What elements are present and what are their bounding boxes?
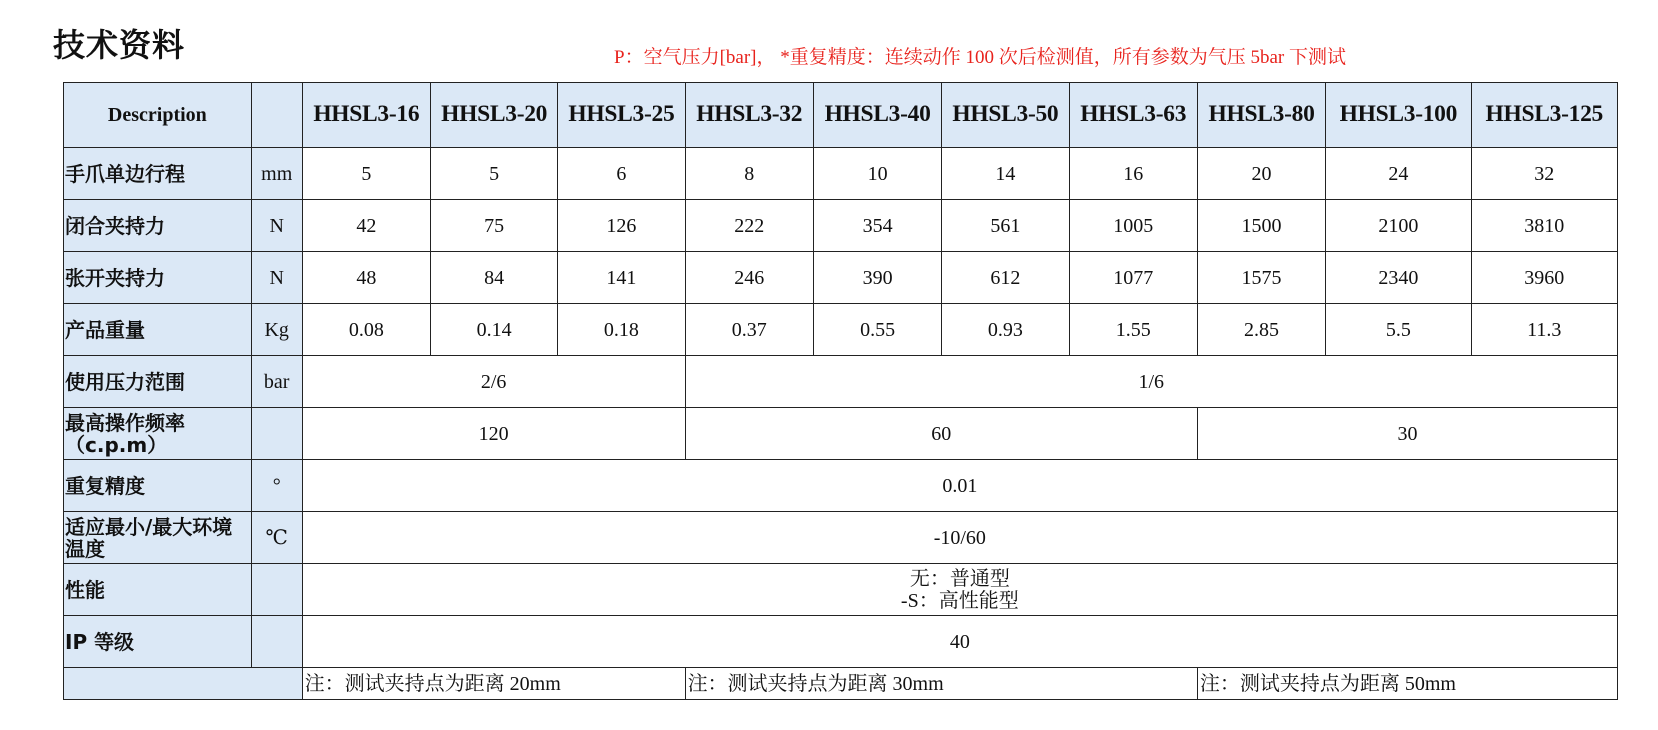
table-cell: 48 bbox=[302, 252, 430, 304]
table-row-repeatability bbox=[64, 460, 1618, 512]
table-cell: 120 bbox=[302, 408, 685, 460]
performance-line: -S：高性能型 bbox=[900, 589, 1019, 612]
table-row-pressure-range bbox=[64, 356, 1618, 408]
table-cell: 354 bbox=[813, 200, 941, 252]
table-cell: 2/6 bbox=[302, 356, 685, 408]
table-cell: 16 bbox=[1069, 148, 1197, 200]
row-unit bbox=[251, 408, 302, 460]
table-cell: 0.01 bbox=[302, 460, 1617, 512]
table-cell: 2.85 bbox=[1197, 304, 1325, 356]
row-label: 闭合夹持力 bbox=[64, 200, 252, 252]
row-unit: N bbox=[251, 200, 302, 252]
table-cell: 0.08 bbox=[302, 304, 430, 356]
model-header: HHSL3-63 bbox=[1069, 83, 1197, 148]
row-label: 重复精度 bbox=[64, 460, 252, 512]
table-cell: 75 bbox=[431, 200, 558, 252]
table-cell: 1500 bbox=[1197, 200, 1325, 252]
table-cell: 1077 bbox=[1069, 252, 1197, 304]
table-cell bbox=[302, 564, 1617, 616]
table-cell: 40 bbox=[302, 616, 1617, 668]
table-cell: 24 bbox=[1326, 148, 1471, 200]
table-cell: 8 bbox=[685, 148, 813, 200]
note-cell: 注：测试夹持点为距离 30mm bbox=[685, 668, 1197, 700]
model-header: HHSL3-125 bbox=[1471, 83, 1617, 148]
model-header: HHSL3-32 bbox=[685, 83, 813, 148]
note-cell: 注：测试夹持点为距离 50mm bbox=[1197, 668, 1617, 700]
row-unit bbox=[251, 616, 302, 668]
model-header: HHSL3-40 bbox=[813, 83, 941, 148]
table-cell: 30 bbox=[1197, 408, 1617, 460]
table-cell: 42 bbox=[302, 200, 430, 252]
description-header: Description bbox=[64, 83, 252, 148]
table-cell: 60 bbox=[685, 408, 1197, 460]
table-cell: 32 bbox=[1471, 148, 1617, 200]
table-cell: 1575 bbox=[1197, 252, 1325, 304]
table-row-stroke bbox=[64, 148, 1618, 200]
model-header: HHSL3-100 bbox=[1326, 83, 1471, 148]
model-header: HHSL3-80 bbox=[1197, 83, 1325, 148]
table-cell: 246 bbox=[685, 252, 813, 304]
row-unit: N bbox=[251, 252, 302, 304]
row-unit bbox=[251, 564, 302, 616]
row-label: 适应最小/最大环境温度 bbox=[64, 512, 252, 564]
table-cell: 2340 bbox=[1326, 252, 1471, 304]
table-row-ip bbox=[64, 616, 1618, 668]
row-label: 张开夹持力 bbox=[64, 252, 252, 304]
table-cell: 561 bbox=[942, 200, 1069, 252]
top-note: P：空气压力[bar]， *重复精度：连续动作 100 次后检测值，所有参数为气压 5bar 下测试 bbox=[614, 47, 1346, 68]
table-row-notes bbox=[64, 668, 1618, 700]
table-cell: 84 bbox=[431, 252, 558, 304]
table-cell: 5 bbox=[431, 148, 558, 200]
table-cell: 126 bbox=[558, 200, 685, 252]
model-header: HHSL3-16 bbox=[302, 83, 430, 148]
table-cell: -10/60 bbox=[302, 512, 1617, 564]
table-cell: 14 bbox=[942, 148, 1069, 200]
row-label: 使用压力范围 bbox=[64, 356, 252, 408]
table-cell: 10 bbox=[813, 148, 941, 200]
model-header: HHSL3-50 bbox=[942, 83, 1069, 148]
spec-table bbox=[63, 82, 1618, 700]
table-cell: 0.18 bbox=[558, 304, 685, 356]
note-blank bbox=[64, 668, 303, 700]
row-label: 手爪单边行程 bbox=[64, 148, 252, 200]
table-cell: 1/6 bbox=[685, 356, 1617, 408]
table-cell: 0.14 bbox=[431, 304, 558, 356]
table-row-open-force bbox=[64, 252, 1618, 304]
table-cell: 1005 bbox=[1069, 200, 1197, 252]
table-cell: 11.3 bbox=[1471, 304, 1617, 356]
table-cell: 0.93 bbox=[942, 304, 1069, 356]
row-unit: mm bbox=[251, 148, 302, 200]
table-row-performance bbox=[64, 564, 1618, 616]
row-label: 性能 bbox=[64, 564, 252, 616]
table-cell: 3810 bbox=[1471, 200, 1617, 252]
table-cell: 2100 bbox=[1326, 200, 1471, 252]
table-cell: 390 bbox=[813, 252, 941, 304]
table-cell: 141 bbox=[558, 252, 685, 304]
row-unit: ° bbox=[251, 460, 302, 512]
table-cell: 20 bbox=[1197, 148, 1325, 200]
row-unit: bar bbox=[251, 356, 302, 408]
table-cell: 5 bbox=[302, 148, 430, 200]
row-unit: Kg bbox=[251, 304, 302, 356]
table-row-weight bbox=[64, 304, 1618, 356]
row-label-line: （c.p.m） bbox=[65, 432, 168, 457]
row-label: 产品重量 bbox=[64, 304, 252, 356]
table-cell: 5.5 bbox=[1326, 304, 1471, 356]
model-header: HHSL3-20 bbox=[431, 83, 558, 148]
row-label: IP 等级 bbox=[64, 616, 252, 668]
unit-header bbox=[251, 83, 302, 148]
table-cell: 222 bbox=[685, 200, 813, 252]
row-label bbox=[64, 408, 252, 460]
table-cell: 612 bbox=[942, 252, 1069, 304]
header-row bbox=[64, 83, 1618, 148]
note-cell: 注：测试夹持点为距离 20mm bbox=[302, 668, 685, 700]
table-cell: 0.37 bbox=[685, 304, 813, 356]
row-label-line: 最高操作频率 bbox=[65, 410, 185, 435]
page-title: 技术资料 bbox=[53, 26, 186, 64]
table-cell: 6 bbox=[558, 148, 685, 200]
performance-line: 无：普通型 bbox=[909, 567, 1010, 590]
model-header: HHSL3-25 bbox=[558, 83, 685, 148]
table-row-temperature bbox=[64, 512, 1618, 564]
table-row-max-frequency bbox=[64, 408, 1618, 460]
table-cell: 0.55 bbox=[813, 304, 941, 356]
table-cell: 3960 bbox=[1471, 252, 1617, 304]
table-row-close-force bbox=[64, 200, 1618, 252]
table-cell: 1.55 bbox=[1069, 304, 1197, 356]
row-unit: ℃ bbox=[251, 512, 302, 564]
